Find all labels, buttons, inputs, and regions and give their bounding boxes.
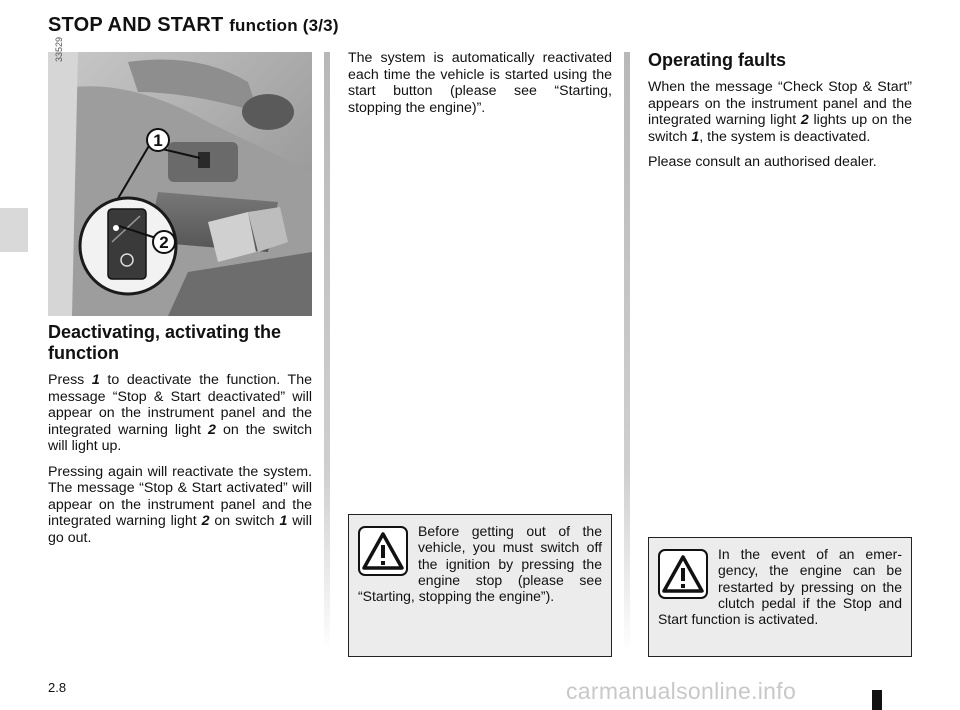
chapter-tab: [0, 208, 28, 252]
text-run: Pressing again will reactivate the system. The message “Stop & Start activated” will appear on the instrument panel and the integrated warning light: [48, 463, 312, 529]
figure-reference-number: 33529: [54, 36, 64, 62]
faults-paragraph-1: [648, 79, 912, 145]
text-run: to deactivate the function. The message “Stop & Start deactivated” will appear on the instrument panel and the integrated warning light: [48, 372, 312, 438]
callout-2: 2: [159, 233, 169, 252]
ref-light-2: 2: [208, 421, 216, 438]
section-operating-faults: [648, 50, 912, 180]
title-sub: function (3/3): [229, 16, 339, 35]
text-run: on switch: [209, 513, 280, 529]
text-run: will go out.: [48, 513, 312, 546]
ref-switch-1: 1: [279, 513, 288, 529]
deactivate-paragraph-1: [48, 372, 312, 455]
ref-switch-1: 1: [91, 372, 100, 388]
text-run: , the system is deactivated.: [699, 128, 871, 145]
page-edge-mark: [872, 690, 882, 710]
page-number: 2.8: [48, 680, 67, 695]
warning-box-ignition: [348, 514, 612, 657]
warning-emergency-text: In the event of an emergency, the engine can be restarted by pressing on the clutch pedal if the Stop and Start function is activated.: [658, 546, 902, 628]
watermark: carmanualsonline.info: [566, 678, 797, 704]
text-run: Press: [48, 372, 92, 388]
warning-triangle-icon: [658, 549, 708, 599]
dashboard-illustration: [48, 52, 312, 316]
page-title: [48, 14, 339, 37]
faults-paragraph-2: Please consult an authorised dealer.: [648, 154, 877, 170]
text-run: When the message “Check Stop & Start” appears on the instrument panel and the integrated warning light: [648, 79, 912, 128]
dashboard-switch-photo: [48, 52, 312, 316]
title-main: STOP AND START: [48, 14, 224, 36]
section-reactivation: [348, 50, 612, 125]
column-divider-left: [324, 52, 330, 652]
warning-triangle-icon: [358, 526, 408, 576]
ref-light-2: 2: [201, 513, 210, 529]
warning-box-emergency: [648, 537, 912, 657]
ref-switch-1: 1: [691, 128, 700, 145]
callout-1: 1: [153, 131, 163, 150]
deactivate-paragraph-2: [48, 464, 312, 547]
section-deactivating: [48, 322, 312, 555]
ref-light-2: 2: [800, 112, 809, 128]
column-divider-right: [624, 52, 630, 652]
text-run: on the switch will light up.: [48, 421, 312, 454]
reactivation-paragraph: The system is automatically reactivated each time the vehicle is started using the start button (please see “Starting, stopping the engine)”.: [348, 50, 612, 116]
section-heading-deactivating: Deactivating, activating the function: [48, 322, 282, 363]
text-run: lights up on the switch: [648, 112, 913, 145]
warning-ignition-text: Before getting out of the vehicle, you must switch off the ignition by pressing the engine stop (please see “Starting, stopping the engine”).: [358, 523, 602, 605]
section-heading-faults: Operating faults: [648, 50, 787, 70]
